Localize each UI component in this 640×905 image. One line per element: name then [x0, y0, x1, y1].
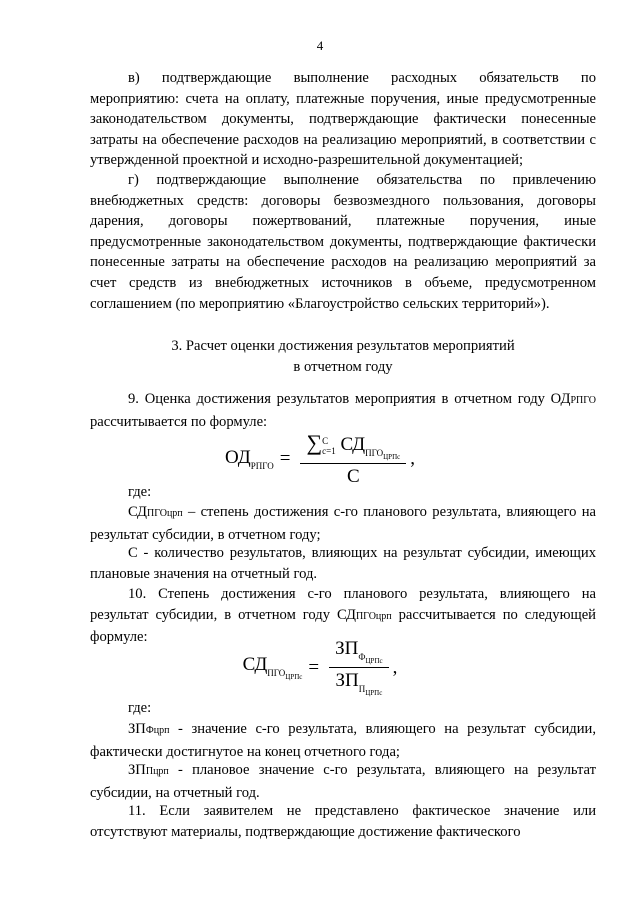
definition-sd [90, 502, 596, 545]
formula-od [0, 430, 640, 488]
formula-sd-lhs [243, 654, 303, 681]
formula-sd-denominator-subscript-main: П [358, 684, 366, 694]
definition-zp-plan-text: - плановое значение c-го результата, влияющего на результат субсидии, на отчетный год. [90, 762, 596, 801]
definition-zp-fact-symbol: ЗП [128, 721, 146, 737]
definition-zp-plan-subscript: Пцрп [145, 766, 169, 777]
definition-zp-plan-symbol: ЗП [128, 762, 146, 778]
section-title [90, 336, 596, 377]
page-number: 4 [316, 38, 324, 53]
definition-sd-symbol: СД [128, 504, 147, 520]
formula-od-equals: = [279, 448, 291, 469]
sum-term-symbol: СД [340, 434, 366, 455]
formula-sd-numerator-symbol: ЗП [335, 638, 359, 659]
sum-term-subscript [365, 448, 401, 461]
sum-limits [322, 436, 336, 456]
paragraph-9-end: рассчитывается по формуле: [90, 413, 268, 430]
definition-zp-fact-text: - значение c-го результата, влияющего на результат субсидии, фактически достигнутое на конец отчетного года; [90, 721, 596, 760]
formula-sd-equals: = [308, 656, 320, 678]
formula-sd-denominator [335, 668, 382, 697]
paragraph-9 [90, 389, 596, 432]
formula-sd-lhs-subscript [267, 668, 303, 681]
formula-sd-comma: , [392, 656, 398, 678]
section-title-line-2: в отчетном году [293, 358, 393, 375]
definition-c: С - количество результатов, влияющих на результат субсидии, имеющих плановые значения на отчетный год. [90, 545, 596, 582]
sum-sign: ∑ [306, 430, 323, 455]
sum-term-subscript-main: ПГО [365, 448, 384, 458]
paragraph-10-end: рассчитывается по следующей формуле: [90, 606, 596, 646]
formula-sd-numerator-subscript-main: Ф [358, 652, 366, 662]
formula-od-comma: , [410, 448, 415, 469]
formula-sd-denominator-symbol: ЗП [335, 670, 359, 691]
paragraph-v: в) подтверждающие выполнение расходных обязательств по мероприятию: счета на оплату, платежные поручения, иные предусмотренные законодательством документы, подтверждающие фактически понесенные затраты на обеспечение расходов на реализацию мероприятий, в соответствии с утвержденной проектной и исходно-разрешительной документацией; [90, 70, 596, 169]
where-label-2: где: [128, 700, 152, 716]
formula-od-denominator: С [347, 466, 360, 487]
formula-sd-numerator [329, 638, 389, 668]
formula-od-lhs-subscript: РПГО [250, 461, 274, 471]
where-label-1: где: [128, 484, 152, 500]
formula-sd-fraction [329, 638, 389, 697]
definition-zp-fact [90, 719, 596, 762]
paragraph-10-text: 10. Степень достижения c-го планового результата, влияющего на результат субсидии, в отчетном году СД [90, 586, 596, 623]
paragraph-11: 11. Если заявителем не представлено фактическое значение или отсутствуют материалы, подтверждающие достижение фактического [90, 803, 596, 840]
formula-sd-lhs-subscript-main: ПГО [267, 668, 286, 678]
sum-upper-limit: C [322, 435, 329, 446]
formula-sd-denominator-subscript [358, 684, 383, 697]
sum-term-subscript-inner: ЦРПс [383, 453, 401, 461]
formula-od-lhs [225, 447, 274, 471]
formula-sd-lhs-symbol: СД [242, 654, 268, 675]
paragraph-9-subscript: РПГО [570, 395, 596, 406]
formula-sd-numerator-subscript [358, 652, 383, 665]
formula-sd-numerator-subscript-inner: ЦРПс [365, 657, 383, 665]
formula-od-numerator [300, 430, 406, 464]
paragraph-g: г) подтверждающие выполнение обязательства по привлечению внебюджетных средств: договоры безвозмездного пользования, договоры дарения, договоры пожертвований, платежные поручения, иные предусмотренные законодательством документы, подтверждающие фактически понесенные затраты на обеспечение расходов на реализацию мероприятий за счет средств из внебюджетных источников в объеме, предусмотренном соглашением (по мероприятию «Благоустройство сельских территорий»). [90, 172, 596, 312]
formula-sd [0, 638, 640, 697]
definition-zp-fact-subscript: Фцрп [145, 725, 170, 736]
paragraph-9-text: 9. Оценка достижения результатов мероприятия в отчетном году ОД [128, 391, 571, 407]
formula-sd-denominator-subscript-inner: ЦРПс [365, 689, 383, 697]
paragraph-10-subscript: ПГОцрп [355, 610, 392, 622]
formula-sd-lhs-subscript-inner: ЦРПс [285, 673, 303, 681]
sum-lower-limit: c=1 [322, 445, 336, 456]
definition-zp-plan [90, 760, 596, 803]
definition-sd-subscript: ПГОцрп [146, 508, 183, 519]
formula-od-fraction [300, 430, 406, 488]
section-title-line-1: 3. Расчет оценки достижения результатов мероприятий [171, 338, 515, 354]
definition-sd-text: – степень достижения c-го планового результата, влияющего на результат субсидии, в отчетном году; [90, 504, 596, 543]
formula-od-lhs-symbol: ОД [224, 447, 251, 468]
